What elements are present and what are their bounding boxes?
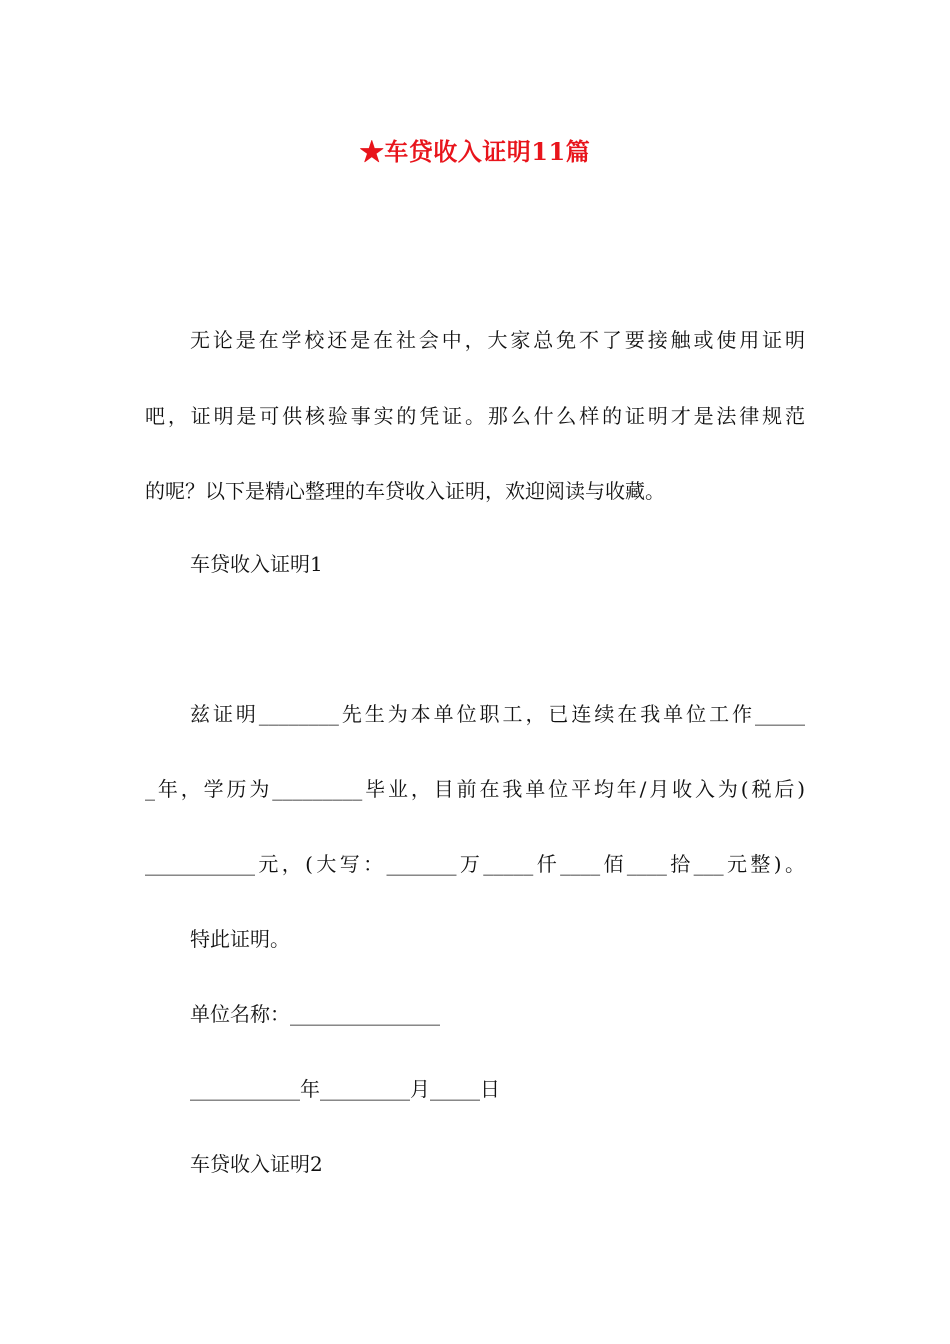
intro-line-2: 吧，证明是可供核验事实的凭证。那么什么样的证明才是法律规范 bbox=[145, 404, 805, 428]
section1-body-line-3: ___________元，(大写：_______万_____仟____佰____拾___元整)。 bbox=[145, 852, 805, 876]
date-field: ___________年_________月_____日 bbox=[190, 1077, 500, 1101]
closing-text: 特此证明。 bbox=[190, 927, 290, 951]
intro-line-3: 的呢？以下是精心整理的车贷收入证明，欢迎阅读与收藏。 bbox=[145, 479, 665, 503]
section-heading-2: 车贷收入证明2 bbox=[190, 1152, 323, 1176]
document-title: ★车贷收入证明11篇 bbox=[359, 137, 591, 166]
unit-name-field: 单位名称：_______________ bbox=[190, 1002, 440, 1026]
section-heading-1: 车贷收入证明1 bbox=[190, 552, 323, 576]
intro-line-1: 无论是在学校还是在社会中，大家总免不了要接触或使用证明 bbox=[190, 328, 805, 352]
section1-body-line-2: _年，学历为_________毕业，目前在我单位平均年/月收入为(税后) bbox=[145, 777, 805, 801]
section1-body-line-1: 兹证明________先生为本单位职工，已连续在我单位工作_____ bbox=[190, 702, 805, 726]
